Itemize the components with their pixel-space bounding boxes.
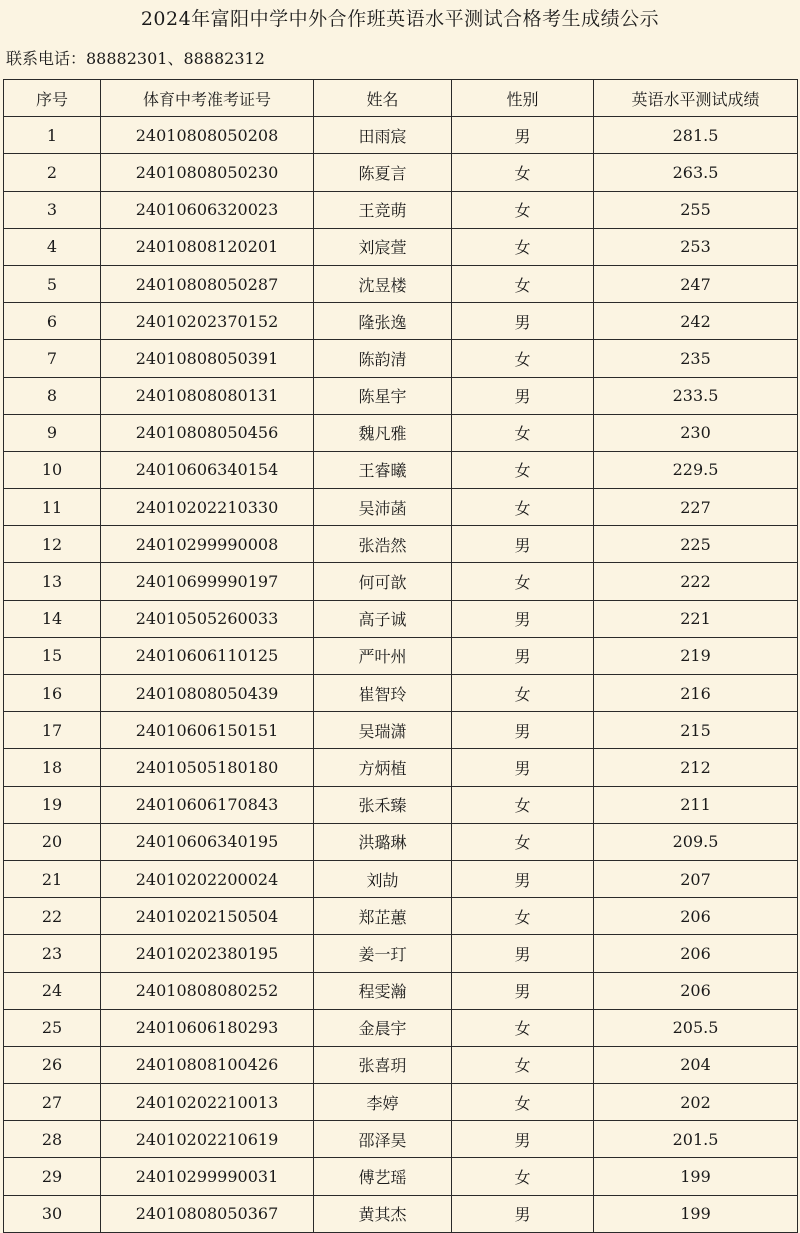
- cell-index: 3: [4, 191, 101, 228]
- cell-exam-id: 24010202210619: [101, 1121, 314, 1158]
- cell-exam-id: 24010606180293: [101, 1009, 314, 1046]
- cell-name: 洪璐琳: [314, 823, 452, 860]
- table-row: [4, 340, 798, 377]
- cell-gender: 男: [452, 749, 594, 786]
- cell-score: 202: [594, 1084, 798, 1121]
- cell-gender: 男: [452, 303, 594, 340]
- cell-score: 221: [594, 600, 798, 637]
- table-row: [4, 1121, 798, 1158]
- cell-name: 王睿曦: [314, 451, 452, 488]
- cell-gender: 女: [452, 675, 594, 712]
- cell-index: 4: [4, 228, 101, 265]
- cell-name: 何可歆: [314, 563, 452, 600]
- cell-exam-id: 24010808080252: [101, 972, 314, 1009]
- table-row: [4, 377, 798, 414]
- cell-name: 陈夏言: [314, 154, 452, 191]
- cell-score: 216: [594, 675, 798, 712]
- cell-score: 227: [594, 489, 798, 526]
- cell-score: 230: [594, 414, 798, 451]
- cell-gender: 男: [452, 860, 594, 897]
- cell-gender: 女: [452, 1084, 594, 1121]
- cell-name: 方炳植: [314, 749, 452, 786]
- cell-gender: 女: [452, 191, 594, 228]
- table-row: [4, 526, 798, 563]
- score-table: [3, 79, 798, 1233]
- cell-index: 12: [4, 526, 101, 563]
- table-row: [4, 898, 798, 935]
- table-row: [4, 1009, 798, 1046]
- cell-name: 邵泽昊: [314, 1121, 452, 1158]
- cell-gender: 女: [452, 228, 594, 265]
- cell-index: 11: [4, 489, 101, 526]
- cell-exam-id: 24010202210330: [101, 489, 314, 526]
- table-row: [4, 860, 798, 897]
- cell-exam-id: 24010606110125: [101, 637, 314, 674]
- cell-index: 15: [4, 637, 101, 674]
- cell-name: 隆张逸: [314, 303, 452, 340]
- cell-name: 魏凡雅: [314, 414, 452, 451]
- cell-score: 211: [594, 786, 798, 823]
- cell-name: 陈韵清: [314, 340, 452, 377]
- cell-score: 281.5: [594, 117, 798, 154]
- cell-score: 201.5: [594, 1121, 798, 1158]
- cell-exam-id: 24010808050439: [101, 675, 314, 712]
- cell-exam-id: 24010606150151: [101, 712, 314, 749]
- cell-score: 235: [594, 340, 798, 377]
- cell-exam-id: 24010808050391: [101, 340, 314, 377]
- cell-gender: 男: [452, 1121, 594, 1158]
- cell-gender: 男: [452, 526, 594, 563]
- table-row: [4, 972, 798, 1009]
- cell-index: 18: [4, 749, 101, 786]
- cell-score: 253: [594, 228, 798, 265]
- cell-index: 21: [4, 860, 101, 897]
- cell-name: 金晨宇: [314, 1009, 452, 1046]
- cell-score: 212: [594, 749, 798, 786]
- cell-exam-id: 24010808050208: [101, 117, 314, 154]
- cell-gender: 女: [452, 154, 594, 191]
- cell-name: 沈昱楼: [314, 265, 452, 302]
- cell-index: 24: [4, 972, 101, 1009]
- cell-score: 233.5: [594, 377, 798, 414]
- cell-exam-id: 24010202370152: [101, 303, 314, 340]
- table-row: [4, 1158, 798, 1195]
- cell-score: 209.5: [594, 823, 798, 860]
- cell-score: 206: [594, 898, 798, 935]
- cell-gender: 女: [452, 451, 594, 488]
- cell-index: 8: [4, 377, 101, 414]
- cell-name: 陈星宇: [314, 377, 452, 414]
- table-row: [4, 935, 798, 972]
- table-row: [4, 1084, 798, 1121]
- table-row: [4, 228, 798, 265]
- cell-index: 30: [4, 1195, 101, 1232]
- header-gender: 性别: [452, 80, 594, 117]
- cell-exam-id: 24010808050367: [101, 1195, 314, 1232]
- cell-gender: 男: [452, 117, 594, 154]
- cell-exam-id: 24010808120201: [101, 228, 314, 265]
- table-row: [4, 1046, 798, 1083]
- cell-name: 傅艺瑶: [314, 1158, 452, 1195]
- cell-name: 黄其杰: [314, 1195, 452, 1232]
- header-name: 姓名: [314, 80, 452, 117]
- cell-index: 22: [4, 898, 101, 935]
- cell-name: 张喜玥: [314, 1046, 452, 1083]
- cell-exam-id: 24010505180180: [101, 749, 314, 786]
- cell-exam-id: 24010808050230: [101, 154, 314, 191]
- cell-exam-id: 24010202150504: [101, 898, 314, 935]
- cell-gender: 男: [452, 637, 594, 674]
- table-row: [4, 451, 798, 488]
- cell-gender: 女: [452, 1009, 594, 1046]
- cell-gender: 女: [452, 340, 594, 377]
- cell-name: 严叶州: [314, 637, 452, 674]
- cell-gender: 女: [452, 414, 594, 451]
- cell-exam-id: 24010202210013: [101, 1084, 314, 1121]
- cell-index: 16: [4, 675, 101, 712]
- cell-gender: 女: [452, 786, 594, 823]
- cell-name: 吴沛菡: [314, 489, 452, 526]
- cell-gender: 女: [452, 1046, 594, 1083]
- cell-gender: 男: [452, 1195, 594, 1232]
- cell-gender: 女: [452, 489, 594, 526]
- cell-index: 17: [4, 712, 101, 749]
- page-title: 2024年富阳中学中外合作班英语水平测试合格考生成绩公示: [140, 8, 660, 30]
- cell-exam-id: 24010606320023: [101, 191, 314, 228]
- table-row: [4, 265, 798, 302]
- cell-score: 263.5: [594, 154, 798, 191]
- cell-index: 23: [4, 935, 101, 972]
- cell-score: 219: [594, 637, 798, 674]
- cell-gender: 男: [452, 972, 594, 1009]
- table-header-row: [4, 80, 798, 117]
- cell-name: 崔智玲: [314, 675, 452, 712]
- cell-exam-id: 24010808100426: [101, 1046, 314, 1083]
- table-row: [4, 154, 798, 191]
- header-score: 英语水平测试成绩: [594, 80, 798, 117]
- cell-index: 28: [4, 1121, 101, 1158]
- cell-exam-id: 24010606340154: [101, 451, 314, 488]
- cell-gender: 男: [452, 377, 594, 414]
- table-row: [4, 563, 798, 600]
- cell-name: 程雯瀚: [314, 972, 452, 1009]
- cell-exam-id: 24010505260033: [101, 600, 314, 637]
- cell-name: 郑芷蕙: [314, 898, 452, 935]
- cell-index: 29: [4, 1158, 101, 1195]
- table-row: [4, 191, 798, 228]
- cell-index: 19: [4, 786, 101, 823]
- cell-gender: 男: [452, 600, 594, 637]
- cell-score: 205.5: [594, 1009, 798, 1046]
- cell-exam-id: 24010202200024: [101, 860, 314, 897]
- table-row: [4, 749, 798, 786]
- cell-exam-id: 24010699990197: [101, 563, 314, 600]
- cell-exam-id: 24010808050287: [101, 265, 314, 302]
- cell-name: 姜一玎: [314, 935, 452, 972]
- table-row: [4, 600, 798, 637]
- cell-score: 199: [594, 1158, 798, 1195]
- cell-gender: 女: [452, 823, 594, 860]
- cell-gender: 女: [452, 265, 594, 302]
- cell-exam-id: 24010299990031: [101, 1158, 314, 1195]
- cell-score: 215: [594, 712, 798, 749]
- cell-name: 张禾臻: [314, 786, 452, 823]
- table-row: [4, 675, 798, 712]
- cell-index: 9: [4, 414, 101, 451]
- cell-index: 14: [4, 600, 101, 637]
- cell-exam-id: 24010808050456: [101, 414, 314, 451]
- cell-gender: 女: [452, 1158, 594, 1195]
- cell-name: 刘宸萱: [314, 228, 452, 265]
- cell-score: 255: [594, 191, 798, 228]
- table-row: [4, 1195, 798, 1232]
- cell-exam-id: 24010606340195: [101, 823, 314, 860]
- cell-name: 刘劼: [314, 860, 452, 897]
- cell-exam-id: 24010606170843: [101, 786, 314, 823]
- cell-index: 6: [4, 303, 101, 340]
- table-row: [4, 489, 798, 526]
- cell-score: 229.5: [594, 451, 798, 488]
- table-row: [4, 786, 798, 823]
- table-row: [4, 414, 798, 451]
- cell-gender: 女: [452, 563, 594, 600]
- cell-index: 26: [4, 1046, 101, 1083]
- cell-index: 10: [4, 451, 101, 488]
- table-row: [4, 117, 798, 154]
- cell-score: 204: [594, 1046, 798, 1083]
- cell-score: 206: [594, 935, 798, 972]
- contact-phone: 联系电话：88882301、88882312: [6, 49, 265, 68]
- header-index: 序号: [4, 80, 101, 117]
- cell-score: 242: [594, 303, 798, 340]
- cell-index: 5: [4, 265, 101, 302]
- cell-index: 25: [4, 1009, 101, 1046]
- cell-name: 李婷: [314, 1084, 452, 1121]
- cell-score: 199: [594, 1195, 798, 1232]
- cell-score: 207: [594, 860, 798, 897]
- cell-name: 高子诚: [314, 600, 452, 637]
- cell-gender: 女: [452, 898, 594, 935]
- cell-index: 2: [4, 154, 101, 191]
- cell-index: 27: [4, 1084, 101, 1121]
- cell-index: 1: [4, 117, 101, 154]
- cell-name: 吴瑞潇: [314, 712, 452, 749]
- cell-gender: 男: [452, 935, 594, 972]
- cell-name: 田雨宸: [314, 117, 452, 154]
- cell-score: 206: [594, 972, 798, 1009]
- cell-score: 247: [594, 265, 798, 302]
- table-row: [4, 823, 798, 860]
- cell-name: 王竞萌: [314, 191, 452, 228]
- table-body: [4, 117, 798, 1233]
- cell-exam-id: 24010808080131: [101, 377, 314, 414]
- cell-index: 13: [4, 563, 101, 600]
- cell-score: 222: [594, 563, 798, 600]
- cell-name: 张浩然: [314, 526, 452, 563]
- table-row: [4, 637, 798, 674]
- cell-index: 7: [4, 340, 101, 377]
- cell-exam-id: 24010299990008: [101, 526, 314, 563]
- cell-gender: 男: [452, 712, 594, 749]
- cell-exam-id: 24010202380195: [101, 935, 314, 972]
- header-exam-id: 体育中考准考证号: [101, 80, 314, 117]
- table-row: [4, 712, 798, 749]
- table-row: [4, 303, 798, 340]
- cell-score: 225: [594, 526, 798, 563]
- cell-index: 20: [4, 823, 101, 860]
